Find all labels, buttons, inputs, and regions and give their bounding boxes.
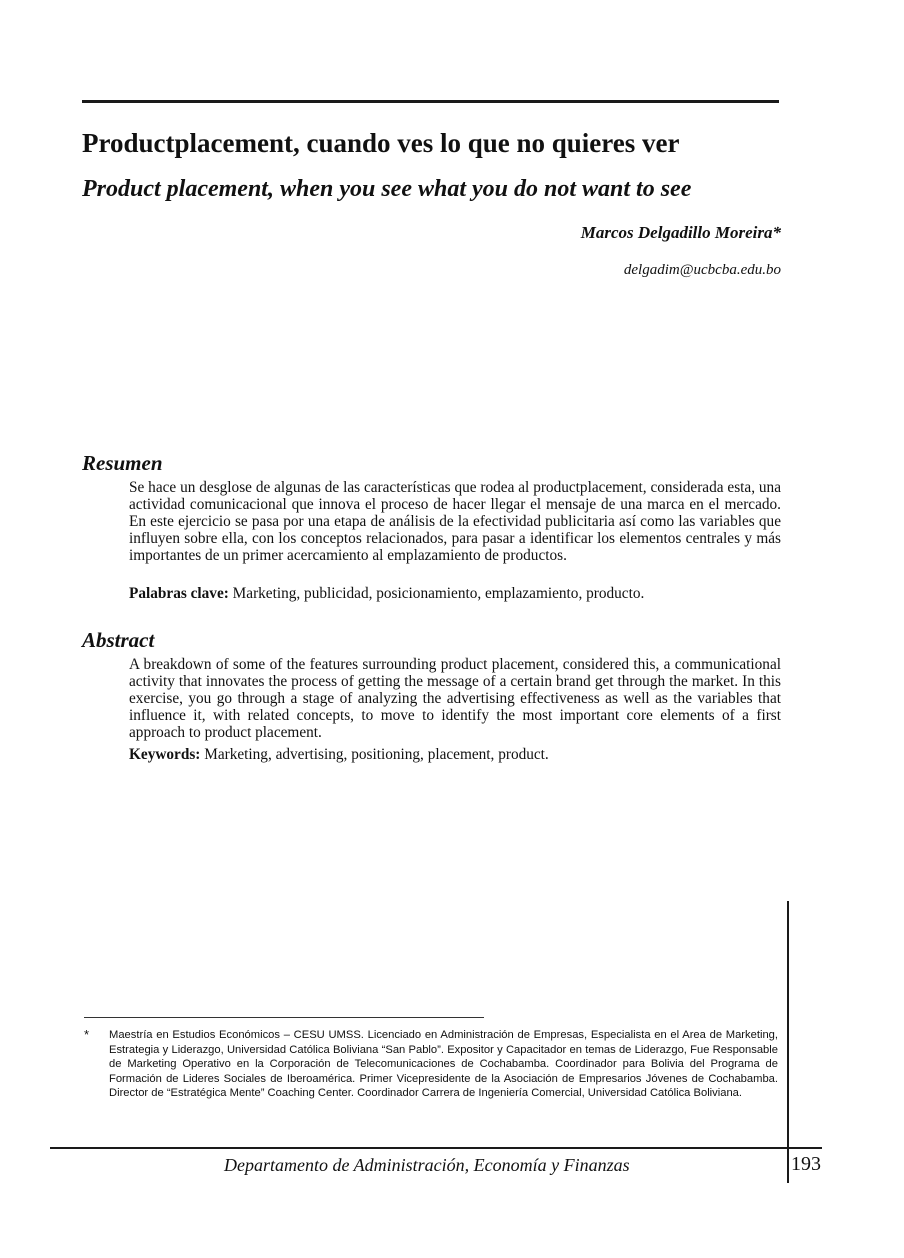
article-title: Productplacement, cuando ves lo que no quieres ver xyxy=(82,128,680,158)
footnote-marker: * xyxy=(84,1027,90,1042)
resumen-keywords xyxy=(129,585,644,603)
article-subtitle: Product placement, when you see what you do not want to see xyxy=(82,176,692,202)
resumen-text: Se hace un desglose de algunas de las características que rodea al productplacement, considerada esta, una actividad comunicacional que innova el proceso de hacer llegar el mensaje de una marca en el mercado. En este ejercicio se pasa por una etapa de análisis de la efectividad publicitaria así como las variables que influyen sobre ella, con los conceptos relacionados, para pasar a identificar los elementos centrales y más importantes de un primer acercamiento al emplazamiento de productos. xyxy=(129,479,781,564)
footnote-rule xyxy=(84,1017,484,1018)
abstract-keywords xyxy=(129,746,549,764)
resumen-keywords-label: Palabras clave: xyxy=(129,585,229,602)
footer-rule xyxy=(50,1147,822,1149)
header-rule xyxy=(82,100,779,103)
resumen-keywords-list: Marketing, publicidad, posicionamiento, emplazamiento, producto. xyxy=(232,585,645,602)
resumen-heading: Resumen xyxy=(82,451,163,475)
footnote-text: Maestría en Estudios Económicos – CESU UMSS. Licenciado en Administración de Empresas, Especialista en el Area de Marketing, Estrategia y Liderazgo, Universidad Católica Boliviana “San Pablo”. Expositor y Capacitador en temas de Liderazgo, Fue Responsable de Marketing Operativo en la Corporación de Telecomunicaciones de Cochabamba. Coordinador para Bolivia del Programa de Formación de Lideres Sociales de Iberoamérica. Primer Vicepresidente de la Asociación de Empresarios Jóvenes de Cochabamba. Director de “Estratégica Mente” Coaching Center. Coordinador Carrera de Ingeniería Comercial, Universidad Católica Boliviana. xyxy=(109,1029,778,1099)
author-name: Marcos Delgadillo Moreira* xyxy=(580,223,781,242)
author-email: delgadim@ucbcba.edu.bo xyxy=(623,262,781,278)
page-number-divider xyxy=(787,901,789,1183)
abstract-keywords-label: Keywords: xyxy=(129,746,201,763)
abstract-text: A breakdown of some of the features surrounding product placement, considered this, a communicational activity that innovates the process of getting the message of a certain brand get through the market. In this exercise, you go through a stage of analyzing the advertising effectiveness as well as the variables that influence it, with related concepts, to move to identify the most important core elements of a first approach to product placement. xyxy=(129,656,781,741)
abstract-keywords-list: Marketing, advertising, positioning, placement, product. xyxy=(204,746,549,763)
abstract-heading: Abstract xyxy=(82,628,155,652)
page-number: 193 xyxy=(791,1153,821,1175)
footer-department: Departamento de Administración, Economía y Finanzas xyxy=(224,1155,630,1175)
